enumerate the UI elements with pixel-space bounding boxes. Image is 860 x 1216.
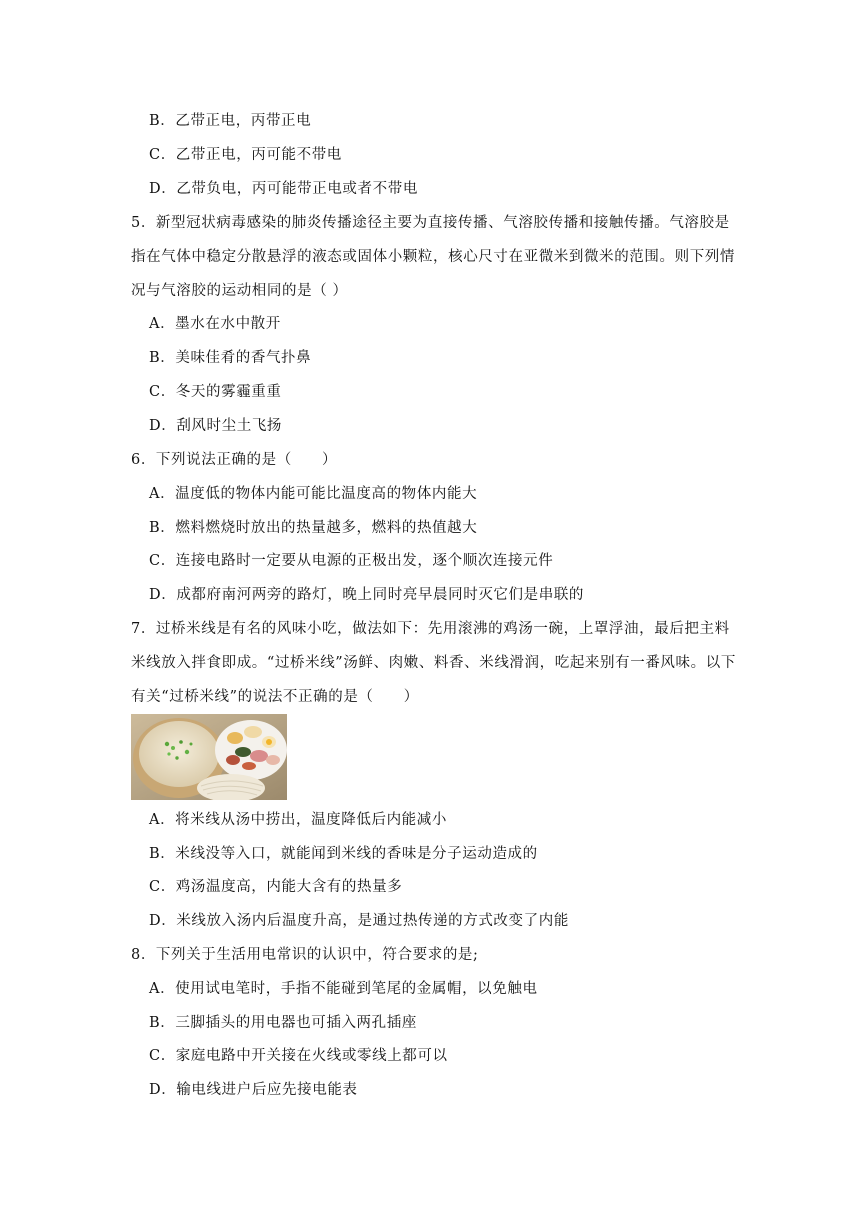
question-5-option-b: B．美味佳肴的香气扑鼻 [149,350,312,366]
option-d: D．乙带负电，丙可能带正电或者不带电 [149,181,418,197]
question-6-option-a: A．温度低的物体内能可能比温度高的物体内能大 [149,486,478,502]
question-8-option-c: C．家庭电路中开关接在火线或零线上都可以 [149,1048,448,1064]
question-5-option-c: C．冬天的雾霾重重 [149,384,282,400]
question-5-stem-line-1: 5．新型冠状病毒感染的肺炎传播途径主要为直接传播、气溶胶传播和接触传播。气溶胶是 [131,215,730,231]
question-7-stem-line-2: 米线放入拌食即成。“过桥米线”汤鲜、肉嫩、料香、米线滑润，吃起来别有一番风味。以下 [131,655,736,671]
question-6-option-d: D．成都府南河两旁的路灯，晚上同时亮早晨同时灭它们是串联的 [149,587,585,603]
question-7-option-b: B．米线没等入口，就能闻到米线的香味是分子运动造成的 [149,846,538,862]
option-b: B．乙带正电，丙带正电 [149,113,312,129]
question-7-option-d: D．米线放入汤内后温度升高，是通过热传递的方式改变了内能 [149,913,569,929]
question-6-option-b: B．燃料燃烧时放出的热量越多，燃料的热值越大 [149,520,478,536]
question-8-stem: 8．下列关于生活用电常识的认识中，符合要求的是; [131,947,479,963]
question-6-stem: 6．下列说法正确的是（ ） [131,452,338,468]
question-7-stem-line-3: 有关“过桥米线”的说法不正确的是（ ） [131,689,419,705]
rice-noodle-soup-photo [131,714,287,800]
question-8-option-d: D．输电线进户后应先接电能表 [149,1082,358,1098]
question-8-option-b: B．三脚插头的用电器也可插入两孔插座 [149,1015,417,1031]
question-5-option-d: D．刮风时尘土飞扬 [149,418,283,434]
question-5-stem-line-2: 指在气体中稳定分散悬浮的液态或固体小颗粒，核心尺寸在亚微米到微米的范围。则下列情 [131,249,735,265]
question-6-option-c: C．连接电路时一定要从电源的正极出发，逐个顺次连接元件 [149,553,554,569]
question-5-option-a: A．墨水在水中散开 [149,316,281,332]
question-7-stem-line-1: 7．过桥米线是有名的风味小吃，做法如下：先用滚沸的鸡汤一碗，上罩浮油，最后把主料 [131,621,730,637]
question-7-option-a: A．将米线从汤中捞出，温度降低后内能减小 [149,812,447,828]
question-8-option-a: A．使用试电笔时，手指不能碰到笔尾的金属帽，以免触电 [149,981,538,997]
option-c: C．乙带正电，丙可能不带电 [149,147,342,163]
question-7-option-c: C．鸡汤温度高，内能大含有的热量多 [149,879,403,895]
question-5-stem-line-3: 况与气溶胶的运动相同的是（ ） [131,283,348,299]
